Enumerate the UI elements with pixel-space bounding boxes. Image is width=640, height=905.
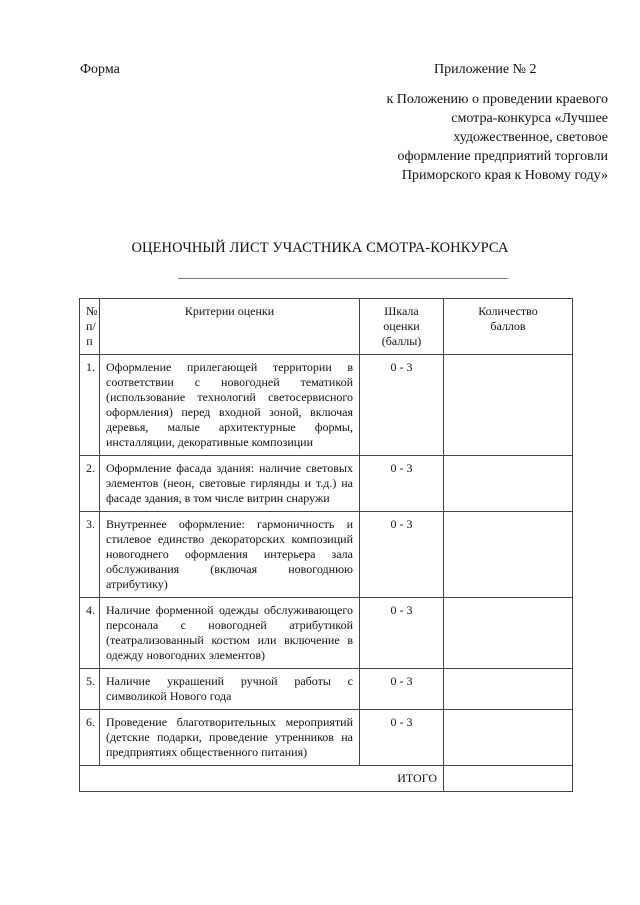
header-num-line: п/п: [86, 319, 96, 348]
table-row: [80, 512, 573, 598]
participant-name-line: [178, 278, 508, 279]
row-score-cell[interactable]: [444, 669, 573, 710]
header-num: [80, 299, 100, 355]
total-label: ИТОГО: [80, 766, 444, 792]
row-number: 2.: [80, 456, 100, 512]
row-criteria: Оформление фасада здания: наличие световых элементов (неон, световые гирлянды и т.д.) на фасаде здания, в том числе витрин снаружи: [100, 456, 360, 512]
table-header-row: [80, 299, 573, 355]
header-criteria: Критерии оценки: [100, 299, 360, 355]
header-scale-line: (баллы): [381, 334, 422, 348]
header-qty: [444, 299, 573, 355]
row-score-cell[interactable]: [444, 598, 573, 669]
row-scale: 0 - 3: [360, 355, 444, 456]
appendix-line: к Положению о проведении краевого: [386, 92, 608, 107]
appendix-line: оформление предприятий торговли: [397, 149, 608, 164]
header-scale: [360, 299, 444, 355]
row-number: 4.: [80, 598, 100, 669]
table-row: [80, 598, 573, 669]
row-number: 3.: [80, 512, 100, 598]
appendix-line: Приморского края к Новому году»: [401, 168, 608, 183]
form-label: Форма: [80, 62, 120, 77]
table-row: [80, 456, 573, 512]
appendix-line: художественное, световое: [453, 130, 608, 145]
table-total-row: [80, 766, 573, 792]
total-score-cell[interactable]: [444, 766, 573, 792]
table-row: [80, 669, 573, 710]
row-scale: 0 - 3: [360, 710, 444, 766]
row-criteria: Наличие форменной одежды обслуживающего персонала с новогодней атрибутикой (театрализованный костюм или включение в одежду новогодних элементов): [100, 598, 360, 669]
appendix-title: Приложение № 2: [434, 62, 537, 77]
row-scale: 0 - 3: [360, 669, 444, 710]
header-num-line: №: [86, 304, 98, 318]
row-number: 5.: [80, 669, 100, 710]
appendix-line: смотра-конкурса «Лучшее: [451, 111, 608, 126]
row-number: 6.: [80, 710, 100, 766]
table-row: [80, 710, 573, 766]
row-scale: 0 - 3: [360, 512, 444, 598]
row-criteria: Проведение благотворительных мероприятий (детские подарки, проведение утренников на предприятиях общественного питания): [100, 710, 360, 766]
row-score-cell[interactable]: [444, 456, 573, 512]
row-score-cell[interactable]: [444, 512, 573, 598]
document-title: ОЦЕНОЧНЫЙ ЛИСТ УЧАСТНИКА СМОТРА-КОНКУРСА: [131, 240, 509, 256]
row-scale: 0 - 3: [360, 456, 444, 512]
row-score-cell[interactable]: [444, 710, 573, 766]
header-scale-line: Шкала оценки: [383, 304, 420, 333]
header-qty-line: баллов: [490, 319, 526, 333]
table-row: [80, 355, 573, 456]
row-criteria: Наличие украшений ручной работы с символикой Нового года: [100, 669, 360, 710]
header-qty-line: Количество: [478, 304, 538, 318]
evaluation-table: [79, 298, 573, 792]
row-scale: 0 - 3: [360, 598, 444, 669]
row-criteria: Оформление прилегающей территории в соответствии с новогодней тематикой (использование технологий светосервисного оформления) перед входной зоной, включая деревья, малые архитектурные формы, инсталляции, декоративные композиции: [100, 355, 360, 456]
row-criteria: Внутреннее оформление: гармоничность и стилевое единство декораторских композиций новогоднего оформления интерьера зала обслуживания (включая новогоднюю атрибутику): [100, 512, 360, 598]
row-number: 1.: [80, 355, 100, 456]
row-score-cell[interactable]: [444, 355, 573, 456]
appendix-subtitle: [330, 90, 608, 185]
